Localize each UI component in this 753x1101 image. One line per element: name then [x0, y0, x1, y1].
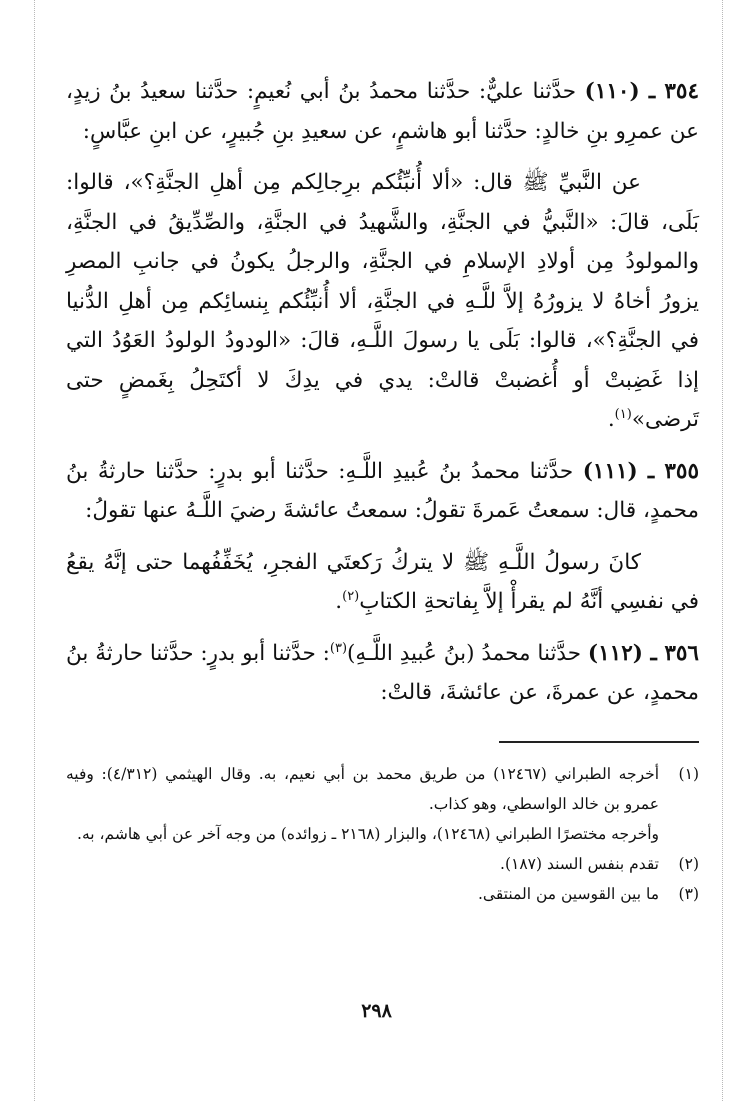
sentence-end: . [335, 589, 343, 614]
sentence-end: . [607, 407, 615, 432]
footnote-label: (٢) [678, 854, 699, 873]
footnote-continuation: وأخرجه مختصرًا الطبراني (١٢٤٦٨)، والبزار (٢١٦٨ ـ زوائده) من وجه آخر عن أبي هاشم، به. [77, 824, 659, 843]
footnote-text: ما بين القوسين من المنتقى. [478, 884, 659, 903]
main-text [66, 72, 699, 713]
footnote-text: أخرجه الطبراني (١٢٤٦٧) من طريق محمد بن أبي نعيم، به. وقال الهيثمي (٤/٣١٢): وفيه عمرو بن خالد الواسطي، وهو كذاب. [66, 764, 660, 813]
footnote-item [66, 759, 699, 819]
isnad-text: حدَّثنا محمدُ (بنُ عُبيدِ اللَّـهِ) [347, 640, 588, 666]
footnote-text: تقدم بنفس السند (١٨٧). [500, 854, 659, 873]
book-page [66, 72, 699, 909]
footnote-ref: (٢) [342, 588, 360, 604]
hadith-number: ٣٥٦ ـ (١١٢) [587, 640, 699, 666]
hadith-number: ٣٥٥ ـ (١١١) [582, 458, 699, 484]
hadith-354-matn [66, 163, 699, 440]
footnote-ref: (٣) [329, 640, 348, 656]
hadith-number: ٣٥٤ ـ (١١٠) [584, 79, 699, 104]
hadith-355-matn [66, 543, 699, 622]
hadith-356-isnad [66, 634, 699, 713]
isnad-text: حدَّثنا عليٌّ: حدَّثنا محمدُ بنُ أبي نُعيمٍ: حدَّثنا سعيدُ بنُ زيدٍ، عن عمرِو بنِ خالدٍ: حدَّثنا أبو هاشمٍ، عن سعيدِ بنِ جُبيرٍ، عن ابنِ عبَّاسٍ: [66, 79, 699, 144]
matn-text: كانَ رسولُ اللَّـهِ ﷺ لا يتركُ رَكعتَي الفجرِ، يُخَفِّفُهما حتى إنَّهُ يقعُ في نفسِي أنَّهُ لم يقرأْ إلاَّ بِفاتحةِ الكتابِ [66, 549, 699, 614]
hadith-355-isnad [66, 452, 699, 531]
page-number: ٢٩٨ [361, 1000, 392, 1022]
isnad-text: حدَّثنا محمدُ بنُ عُبيدِ اللَّـهِ: حدَّثنا أبو بدرٍ: حدَّثنا حارثةُ بنُ محمدٍ، قال: سمعتُ عَمرةَ تقولُ: سمعتُ عائشةَ رضيَ اللَّـهُ عنها تقولُ: [66, 458, 699, 523]
page-edge-right [722, 0, 723, 1101]
footnote-label: (١) [678, 764, 699, 783]
footnotes [66, 759, 699, 909]
footnote-divider [499, 741, 699, 743]
footnote-item [66, 879, 699, 909]
footnote-item [66, 849, 699, 879]
isnad-text-cont: : حدَّثنا أبو بدرٍ: حدَّثنا حارثةُ بنُ محمدٍ، عن عمرةَ، عن عائشةَ، قالتْ: [66, 640, 699, 705]
footnote-ref: (١) [614, 406, 632, 422]
hadith-354-isnad [66, 72, 699, 151]
footnote-label: (٣) [678, 884, 699, 903]
matn-text: عن النَّبيِّ ﷺ قال: «ألا أُنبِّئُكم برِجالِكم مِن أهلِ الجنَّةِ؟»، قالوا: بَلَى، قالَ: «النَّبيُّ في الجنَّةِ، والشَّهيدُ في الجنَّةِ، والصِّدِّيقُ في الجنَّةِ، والمولودُ مِن أولادِ الإسلامِ في الجنَّةِ، والرجلُ يكونُ في جانبِ المصرِ يزورُ أخاهُ لا يزورُهُ إلاَّ للَّـهِ في الجنَّةِ، ألا أُنبِّئُكم بِنسائِكم مِن أهلِ الدُّنيا في الجنَّةِ؟»، قالوا: بَلَى يا رسولَ اللَّـهِ، قالَ: «الودودُ الولودُ العَوُدُ التي إذا غَضِبتْ أو أُغضبتْ قالتْ: يدي في يدِكَ لا أكتَحِلُ بِغَمضٍ حتى تَرضى» [66, 170, 700, 432]
page-edge-left [34, 0, 35, 1101]
